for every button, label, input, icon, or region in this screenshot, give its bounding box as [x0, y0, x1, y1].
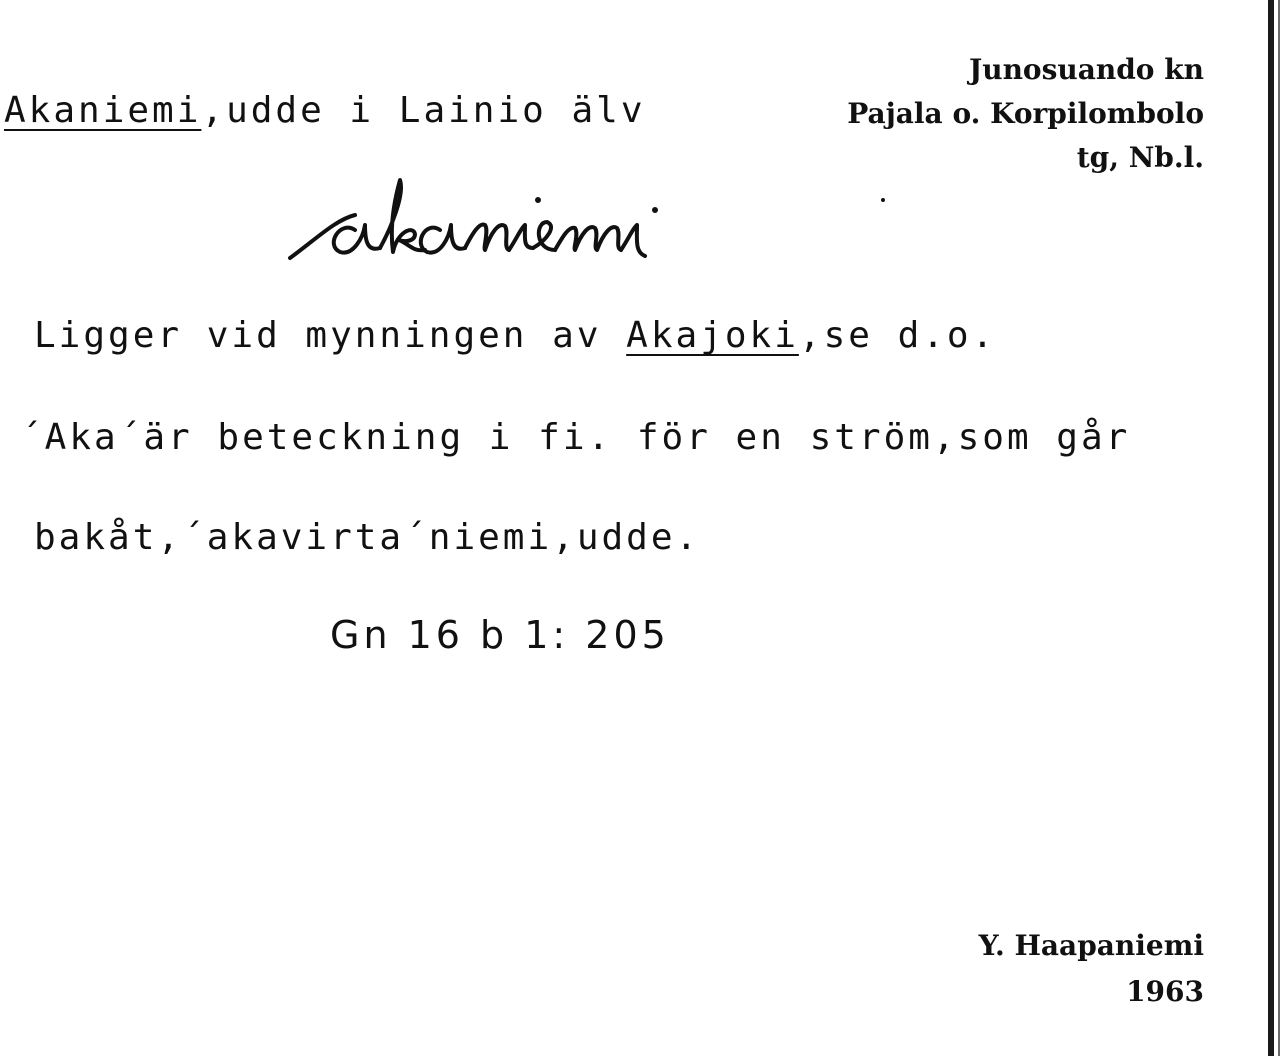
- location-county: tg, Nb.l.: [1076, 141, 1204, 174]
- record-year: 1963: [1126, 975, 1204, 1008]
- card-edge-shadow: [1278, 0, 1280, 1056]
- cross-reference-akajoki: Akajoki: [626, 315, 799, 356]
- location-municipality: Junosuando kn: [968, 53, 1204, 86]
- location-parish: Pajala o. Korpilombolo: [847, 97, 1204, 130]
- body-line-1: [34, 315, 997, 356]
- body-line-2: ´Aka´är beteckning i fi. för en ström,som går: [20, 417, 1131, 458]
- body-line-3: bakåt,´akavirta´niemi,udde.: [34, 517, 701, 558]
- headword-line: [4, 90, 646, 131]
- headword: Akaniemi: [4, 90, 202, 131]
- body-line-1-pre: Ligger vid mynningen av: [34, 315, 627, 356]
- body-line-1-post: ,se d.o.: [798, 315, 997, 356]
- author-name: Y. Haapaniemi: [978, 929, 1204, 962]
- handwritten-form-signature: [285, 170, 885, 270]
- card-edge-border: [1268, 0, 1274, 1056]
- archive-reference: Gn 16 b 1: 205: [330, 613, 670, 657]
- headword-description: ,udde i Lainio älv: [201, 90, 646, 131]
